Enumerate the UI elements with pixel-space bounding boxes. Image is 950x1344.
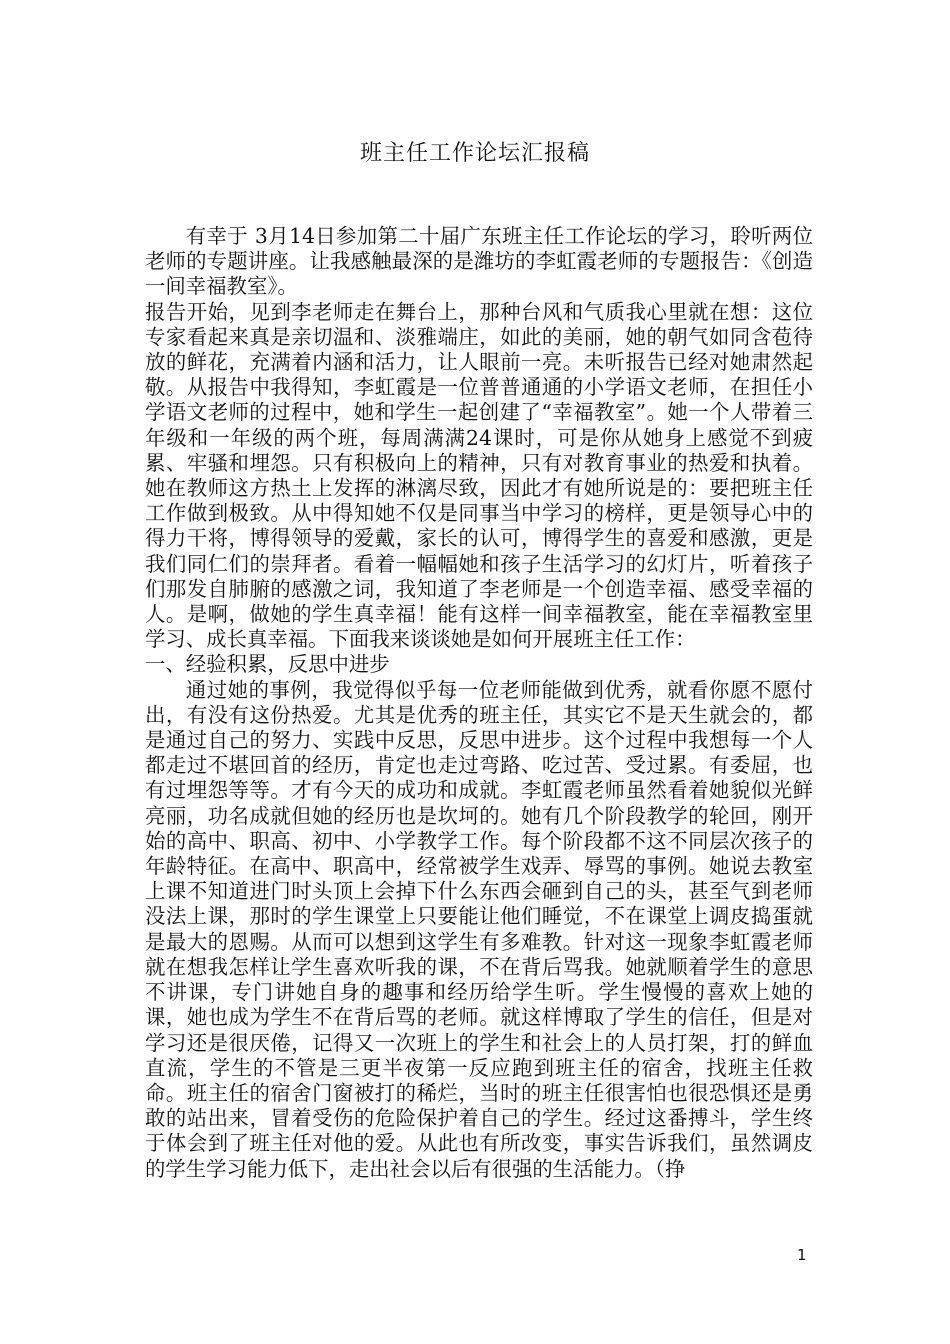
report-paragraph: 报告开始，见到李老师走在舞台上，那种台风和气质我心里就在想：这位专家看起来真是亲切温和、淡雅端庄，如此的美丽，她的朝气如同含苞待放的鲜花，充满着内涵和活力，让人眼前一亮。未听报告已经对她肃然起敬。从报告中我得知，李虹霞是一位普普通通的小学语文老师，在担任小学语文老师的过程中，她和学生一起创建了“幸福教室”。她一个人带着三年级和一年级的两个班，每周满满24课时，可是你从她身上感觉不到疲累、牢骚和埋怨。只有积极向上的精神，只有对教育事业的热爱和执着。她在教师这方热土上发挥的淋漓尽致，因此才有她所说是的：要把班主任工作做到极致。从中得知她不仅是同事当中学习的榜样，更是领导心中的得力干将，博得领导的爱戴，家长的认可，博得学生的喜爱和感激，更是我们同仁们的崇拜者。看着一幅幅她和孩子生活学习的幻灯片，听着孩子们那发自肺腑的感激之词，我知道了李老师是一个创造幸福、感受幸福的人。是啊，做她的学生真幸福！能有这样一间幸福教室，能在幸福教室里学习、成长真幸福。下面我来谈谈她是如何开展班主任工作：	[145, 299, 813, 652]
section-heading: 一、经验积累，反思中进步	[145, 652, 390, 677]
document-title: 班主任工作论坛汇报稿	[359, 141, 590, 166]
document-body	[145, 224, 813, 1182]
intro-paragraph: 有幸于 3月14日参加第二十届广东班主任工作论坛的学习，聆听两位老师的专题讲座。让我感触最深的是潍坊的李虹霞老师的专题报告：《创造一间幸福教室》。	[145, 224, 813, 299]
page-number: 1	[797, 1246, 807, 1264]
experience-paragraph: 通过她的事例，我觉得似乎每一位老师能做到优秀，就看你愿不愿付出，有没有这份热爱。尤其是优秀的班主任，其实它不是天生就会的，都是通过自己的努力、实践中反思，反思中进步。这个过程中我想每一个人都走过不堪回首的经历，肯定也走过弯路、吃过苦、受过累。有委屈，也有过埋怨等等。才有今天的成功和成就。李虹霞老师虽然看着她貌似光鲜亮丽，功名成就但她的经历也是坎坷的。她有几个阶段教学的轮回，刚开始的高中、职高、初中、小学教学工作。每个阶段都不这不同层次孩子的年龄特征。在高中、职高中，经常被学生戏弄、辱骂的事例。她说去教室上课不知道进门时头顶上会掉下什么东西会砸到自己的头，甚至气到老师没法上课，那时的学生课堂上只要能让他们睡觉，不在课堂上调皮捣蛋就是最大的恩赐。从而可以想到这学生有多难教。针对这一现象李虹霞老师就在想我怎样让学生喜欢听我的课，不在背后骂我。她就顺着学生的意思不讲课，专门讲她自身的趣事和经历给学生听。学生慢慢的喜欢上她的课，她也成为学生不在背后骂的老师。就这样博取了学生的信任，但是对学习还是很厌倦，记得又一次班上的学生和社会上的人员打架，打的鲜血直流，学生的不管是三更半夜第一反应跑到班主任的宿舍，找班主任救命。班主任的宿舍门窗被打的稀烂，当时的班主任很害怕也很恐惧还是勇敢的站出来，冒着受伤的危险保护着自己的学生。经过这番搏斗，学生终于体会到了班主任对他的爱。从此也有所改变，事实告诉我们，虽然调皮的学生学习能力低下，走出社会以后有很强的生活能力。（挣	[145, 677, 813, 1181]
